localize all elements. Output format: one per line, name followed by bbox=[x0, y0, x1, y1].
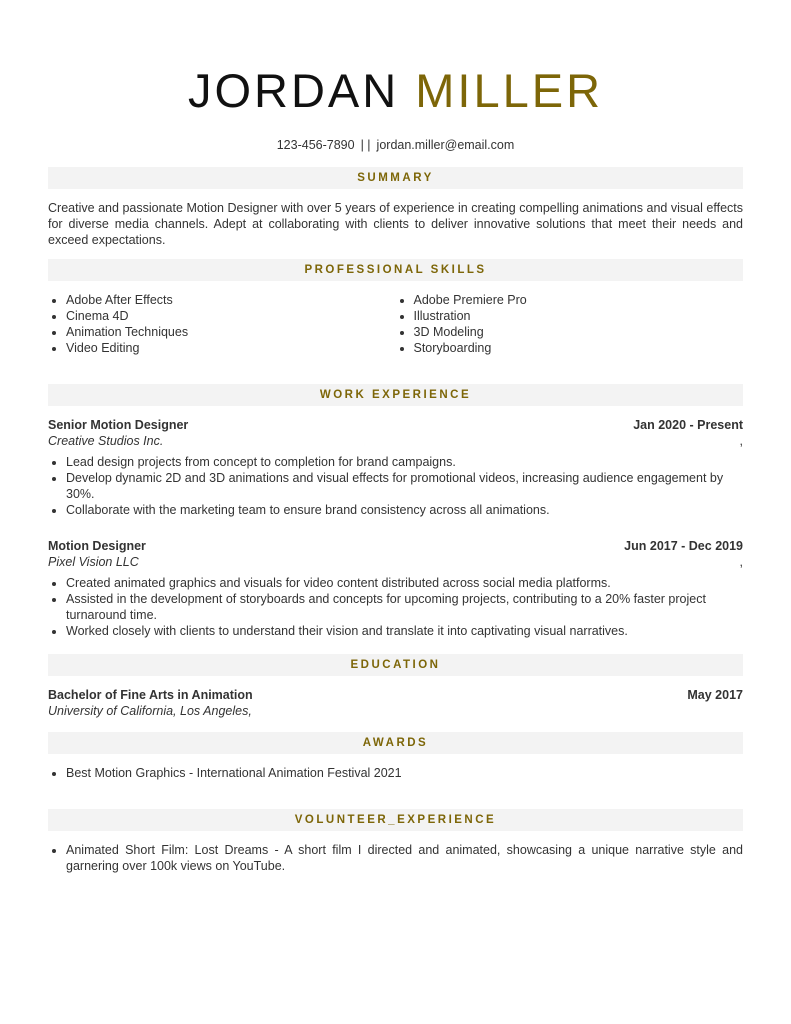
contact-separator: | | bbox=[360, 138, 371, 152]
job-bullet: • Worked closely with clients to understand their vision and translate it into captivating visual narratives. bbox=[66, 623, 743, 639]
education-subheader bbox=[48, 703, 743, 719]
job-bullet: • Develop dynamic 2D and 3D animations and visual effects for promotional videos, increasing audience engagement by 30%. bbox=[66, 470, 743, 502]
education-header bbox=[48, 687, 743, 703]
section-header-skills: PROFESSIONAL SKILLS bbox=[48, 259, 743, 281]
job-bullet: • Lead design projects from concept to completion for brand campaigns. bbox=[66, 454, 743, 470]
skill-item: • Cinema 4D bbox=[66, 308, 396, 324]
company-name: Pixel Vision LLC bbox=[48, 555, 139, 569]
job-bullets bbox=[48, 575, 743, 639]
job-header bbox=[48, 538, 743, 554]
volunteer-item: • Animated Short Film: Lost Dreams - A short film I directed and animated, showcasing a unique narrative style and garnering over 100k views on YouTube. bbox=[66, 842, 743, 874]
skill-item: • 3D Modeling bbox=[414, 324, 744, 340]
job-entry bbox=[48, 417, 743, 518]
job-subheader bbox=[48, 554, 743, 570]
education-entry bbox=[48, 687, 743, 719]
job-subheader bbox=[48, 433, 743, 449]
job-dates: Jun 2017 - Dec 2019 bbox=[624, 539, 743, 553]
award-item: • Best Motion Graphics - International Animation Festival 2021 bbox=[66, 765, 743, 781]
school-name: University of California, Los Angeles, bbox=[48, 704, 252, 718]
section-header-experience: WORK EXPERIENCE bbox=[48, 384, 743, 406]
section-header-volunteer: VOLUNTEER_EXPERIENCE bbox=[48, 809, 743, 831]
job-bullet: • Collaborate with the marketing team to ensure brand consistency across all animations. bbox=[66, 502, 743, 518]
last-name: MILLER bbox=[415, 64, 604, 117]
awards-list bbox=[48, 765, 743, 781]
section-header-summary: SUMMARY bbox=[48, 167, 743, 189]
skill-item: • Storyboarding bbox=[414, 340, 744, 356]
first-name: JORDAN bbox=[187, 64, 400, 117]
job-bullet: • Created animated graphics and visuals for video content distributed across social media platforms. bbox=[66, 575, 743, 591]
job-title: Motion Designer bbox=[48, 539, 146, 553]
candidate-name bbox=[48, 0, 743, 118]
section-header-awards: AWARDS bbox=[48, 732, 743, 754]
skills-list bbox=[48, 292, 743, 356]
graduation-date: May 2017 bbox=[687, 688, 743, 702]
summary-text: Creative and passionate Motion Designer with over 5 years of experience in creating compelling animations and visual effects for diverse media channels. Adept at collaborating with clients to deliver innovative solutions that meet their needs and exceed expectations. bbox=[48, 201, 743, 247]
section-header-education: EDUCATION bbox=[48, 654, 743, 676]
skill-item: • Adobe After Effects bbox=[66, 292, 396, 308]
skill-item: • Illustration bbox=[414, 308, 744, 324]
contact-line bbox=[48, 137, 743, 153]
skill-item: • Animation Techniques bbox=[66, 324, 396, 340]
job-location: , bbox=[739, 434, 743, 448]
job-title: Senior Motion Designer bbox=[48, 418, 189, 432]
job-bullets bbox=[48, 454, 743, 518]
email-address: jordan.miller@email.com bbox=[376, 138, 515, 152]
skills-column-right bbox=[396, 292, 744, 356]
volunteer-list bbox=[48, 842, 743, 874]
degree-name: Bachelor of Fine Arts in Animation bbox=[48, 688, 253, 702]
job-entry bbox=[48, 538, 743, 639]
skill-item: • Adobe Premiere Pro bbox=[414, 292, 744, 308]
company-name: Creative Studios Inc. bbox=[48, 434, 164, 448]
skills-column-left bbox=[48, 292, 396, 356]
job-dates: Jan 2020 - Present bbox=[633, 418, 743, 432]
phone-number: 123-456-7890 bbox=[276, 138, 355, 152]
job-bullet: • Assisted in the development of storyboards and concepts for upcoming projects, contributing to a 20% faster project turnaround time. bbox=[66, 591, 743, 623]
job-location: , bbox=[739, 555, 743, 569]
skill-item: • Video Editing bbox=[66, 340, 396, 356]
job-header bbox=[48, 417, 743, 433]
